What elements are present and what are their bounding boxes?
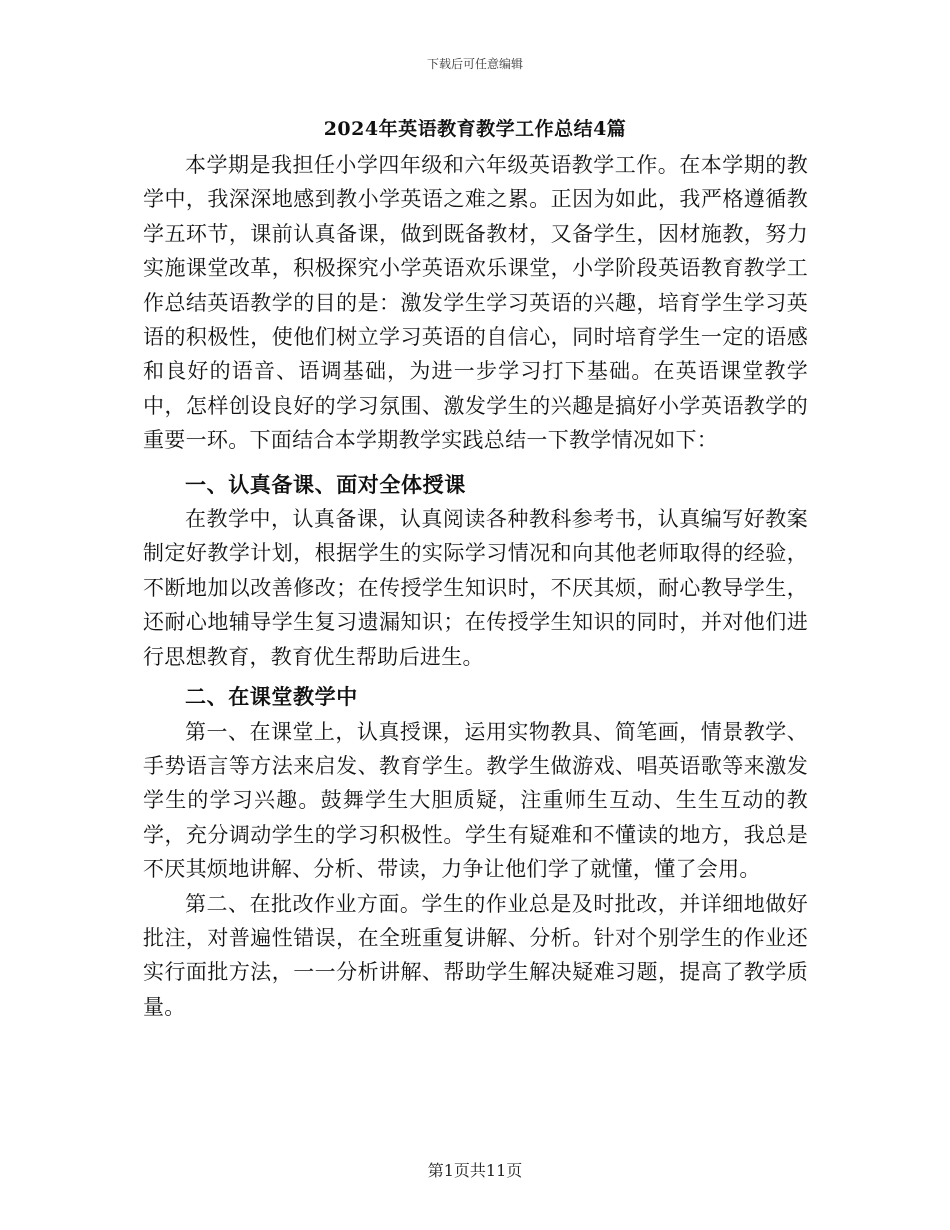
section-1-paragraph: 在教学中，认真备课，认真阅读各种教科参考书，认真编写好教案制定好教学计划，根据学生的实际学习情况和向其他老师取得的经验，不断地加以改善修改；在传授学生知识时，不厌其烦，耐心教导学生，还耐心地辅导学生复习遗漏知识；在传授学生知识的同时，并对他们进行思想教育，教育优生帮助后进生。 xyxy=(143,507,808,669)
page-header-note: 下载后可任意编辑 xyxy=(426,57,523,71)
page-number: 第1页共11页 xyxy=(427,1161,523,1180)
section-heading-2: 二、在课堂教学中 xyxy=(185,684,358,710)
document-body xyxy=(143,148,808,1024)
section-2-paragraph-1: 第一、在课堂上，认真授课，运用实物教具、简笔画，情景教学、手势语言等方法来启发、教育学生。教学生做游戏、唱英语歌等来激发学生的学习兴趣。鼓舞学生大胆质疑，注重师生互动、生生互动的教学，充分调动学生的学习积极性。学生有疑难和不懂读的地方，我总是不厌其烦地讲解、分析、带读，力争让他们学了就懂，懂了会用。 xyxy=(143,719,808,882)
intro-paragraph: 本学期是我担任小学四年级和六年级英语教学工作。在本学期的教学中，我深深地感到教小学英语之难之累。正因为如此，我严格遵循教学五环节，课前认真备课，做到既备教材，又备学生，因材施教，努力实施课堂改革，积极探究小学英语欢乐课堂，小学阶段英语教育教学工作总结英语教学的目的是：激发学生学习英语的兴趣，培育学生学习英语的积极性，使他们树立学习英语的自信心，同时培育学生一定的语感和良好的语音、语调基础，为进一步学习打下基础。在英语课堂教学中，怎样创设良好的学习氛围、激发学生的兴趣是搞好小学英语教学的重要一环。下面结合本学期教学实践总结一下教学情况如下： xyxy=(143,153,808,453)
document-title: 2024年英语教育教学工作总结4篇 xyxy=(323,118,627,140)
section-2-paragraph-2: 第二、在批改作业方面。学生的作业总是及时批改，并详细地做好批注，对普遍性错误，在全班重复讲解、分析。针对个别学生的作业还实行面批方法，一一分析讲解、帮助学生解决疑难习题，提高了教学质量。 xyxy=(143,891,808,1019)
section-heading-1: 一、认真备课、面对全体授课 xyxy=(185,471,466,497)
